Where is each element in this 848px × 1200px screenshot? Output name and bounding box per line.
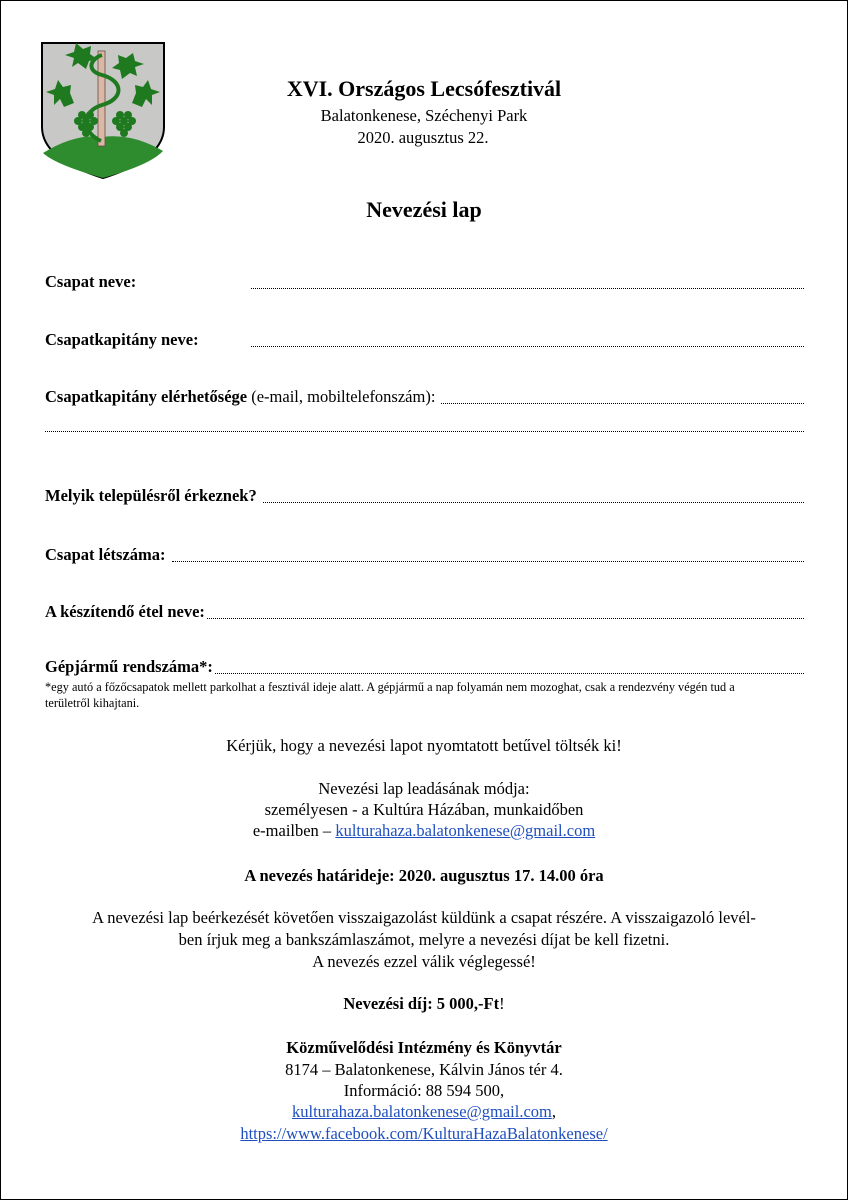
- field-captain-name: [45, 330, 804, 350]
- submit-personal: személyesen - a Kultúra Házában, munkaidőben: [264, 800, 584, 819]
- captain-contact-label-rest: (e-mail, mobiltelefonszám):: [247, 387, 436, 406]
- team-size-line[interactable]: [172, 560, 804, 562]
- settlement-line[interactable]: [263, 501, 804, 503]
- team-name-line[interactable]: [251, 287, 804, 289]
- submit-email-link[interactable]: kulturahaza.balatonkenese@gmail.com: [335, 821, 596, 840]
- dish-name-label: A készítendő étel neve:: [45, 602, 205, 621]
- settlement-label: Melyik településről érkeznek?: [45, 486, 257, 505]
- field-plate: [45, 657, 804, 677]
- org-address: 8174 – Balatonkenese, Kálvin János tér 4.: [285, 1060, 563, 1079]
- dish-name-line[interactable]: [207, 617, 804, 619]
- team-name-label: Csapat neve:: [45, 272, 137, 291]
- captain-contact-label: [45, 387, 435, 407]
- event-date: 2020. augusztus 22.: [357, 128, 489, 147]
- field-dish-name: [45, 602, 804, 622]
- org-facebook-link[interactable]: https://www.facebook.com/KulturaHazaBalatonkenese/: [240, 1124, 608, 1143]
- confirmation-line-3: A nevezés ezzel válik véglegessé!: [312, 952, 536, 971]
- team-size-label: Csapat létszáma:: [45, 545, 166, 564]
- field-captain-contact: [45, 387, 804, 407]
- org-email-line: [0, 1101, 848, 1122]
- captain-contact-line-2[interactable]: [45, 430, 804, 432]
- form-heading: Nevezési lap: [366, 197, 482, 222]
- org-email-link[interactable]: kulturahaza.balatonkenese@gmail.com: [292, 1102, 552, 1121]
- org-facebook-line: [0, 1123, 848, 1144]
- event-title: XVI. Országos Lecsófesztivál: [286, 76, 562, 101]
- confirmation-line-2: ben írjuk meg a bankszámlaszámot, melyre a nevezési díjat be kell fizetni.: [178, 930, 670, 949]
- field-team-name: [45, 272, 804, 292]
- field-settlement: [45, 486, 804, 506]
- entry-fee: [0, 993, 848, 1014]
- captain-name-label: Csapatkapitány neve:: [45, 330, 199, 349]
- event-location: Balatonkenese, Széchenyi Park: [320, 106, 528, 125]
- deadline: A nevezés határideje: 2020. augusztus 17. 14.00 óra: [244, 866, 604, 885]
- captain-name-line[interactable]: [251, 345, 804, 347]
- entry-fee-tail: !: [499, 994, 505, 1013]
- org-phone: Információ: 88 594 500,: [343, 1081, 505, 1100]
- submit-title: Nevezési lap leadásának módja:: [318, 779, 530, 798]
- plate-footnote: *egy autó a főzőcsapatok mellett parkolhat a fesztivál ideje alatt. A gépjármű a nap folyamán nem mozoghat, csak a rendezvény végén tud a területről kihajtani.: [45, 680, 735, 710]
- confirmation-line-1: A nevezési lap beérkezését követően visszaigazolást küldünk a csapat részére. A visszaigazoló levél-: [92, 908, 756, 927]
- plate-label: Gépjármű rendszáma*:: [45, 657, 213, 676]
- org-email-tail: ,: [551, 1102, 556, 1121]
- submit-email-line: [0, 820, 848, 841]
- entry-fee-amount: Nevezési díj: 5 000,-Ft: [343, 994, 500, 1013]
- field-team-size: [45, 545, 804, 565]
- submit-email-prefix: e-mailben –: [252, 821, 336, 840]
- plate-line[interactable]: [215, 672, 804, 674]
- org-name: Közművelődési Intézmény és Könyvtár: [286, 1038, 562, 1057]
- fill-request: Kérjük, hogy a nevezési lapot nyomtatott betűvel töltsék ki!: [226, 736, 622, 755]
- captain-contact-line[interactable]: [441, 402, 804, 404]
- field-captain-contact-extra: [45, 430, 804, 435]
- captain-contact-label-bold: Csapatkapitány elérhetősége: [45, 387, 248, 406]
